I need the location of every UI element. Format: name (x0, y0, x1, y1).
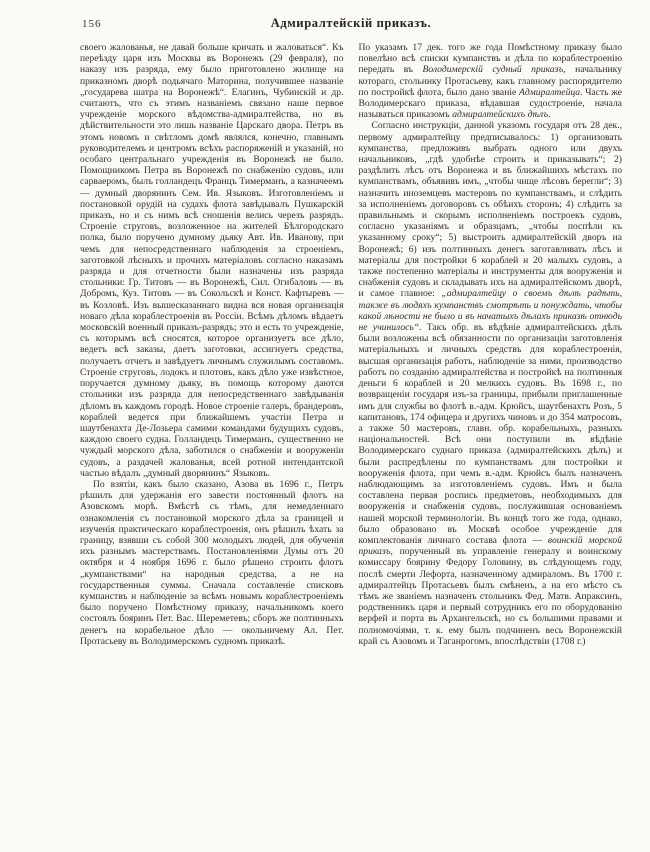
paragraph (359, 120, 623, 647)
left-column (80, 42, 344, 647)
text-segment: . Такъ обр. въ вѣдѣніе адмиралтейскихъ дѣлъ были возложены всѣ обязанности по организаціи заготовленія матеріальныхъ и личныхъ средствъ для кораблестроенія, высшая организація работъ, наблюденіе за ними, производство работъ по созданію адмиралтейства и постройкѣ на полтинныя деньги 6 кораблей и 20 мелкихъ судовъ. Въ 1698 г., по возвращеніи государя изъ-за границы, прибыли приглашенные имъ для службы во флотѣ в.-адм. Крюйсъ, шаутбенахтъ Розъ, 5 капитановъ, 174 офицера и другихъ чиновъ и до 354 матросовъ, а также 50 мастеровъ, главн. обр. корабельныхъ, разныхъ національностей. Всѣ они поступили въ вѣдѣніе Володимерскаго суднаго приказа (адмиралтейскихъ дѣлъ) и были распредѣлены по кумпанствамъ для постройки и вооруженія флота, при чемъ в.-адм. Крюйсъ былъ назначенъ наблюдающимъ за изготовленіемъ судовъ. Имъ и была составлена первая роспись предметовъ, необходимыхъ для вооруженія и снабженія судовъ, послужившая основаніемъ нашей морской терминологіи. Въ концѣ того же года, однако, было образовано въ Москвѣ особое учрежденіе для комплектованія личнаго состава флота — (358, 322, 622, 546)
text-segment: . (548, 109, 551, 121)
page-header (80, 16, 622, 34)
paragraph-continuation: своего жалованья, не давай больше кричать и жаловаться“. Къ переѣзду царя изъ Москвы въ Воронежъ (29 февраля), по наказу изъ разряда, ему было приготовлено жилище на приказномъ дворѣ подьячаго Маторина, получившее названіе „государева шатра на Воронежѣ“. Елагинъ, Чубинскій и др. считаютъ, что съ этимъ названіемъ связано наше первое учрежденіе морского вѣдомства-адмиралтейства, но въ дѣйствительности это лишь названіе Царскаго двора. Петръ въ этомъ новомъ и свѣтломъ домѣ являлся, конечно, главнымъ руководителемъ и центромъ всѣхъ распоряженій и указаній, но особаго центральнаго учрежденія въ Воронежѣ не было. Помощникомъ Петра въ Воронежѣ по снабженію судовъ, или сарваеромъ, былъ голландецъ Францъ Тимерманъ, а казначеемъ — думный дворянинъ Сем. Ив. Языковъ. Изготовленіемъ и постановкой орудій на судахъ флота завѣдывалъ Пушкарскій приказъ, но и съ нимъ всѣ сношенія велись черезъ разрядъ. Строеніе струговъ, возложенное на жителей Бѣлгородскаго полка, было поручено думному дьяку Авт. Ив. Иванову, при чемъ для непосредственнаго наблюденія за строеніемъ, заготовкой лѣсныхъ и прочихъ матеріаловъ согласно наказамъ разряда и для отчетности были назначены изъ разряда стольники: Гр. Титовъ — въ Воронежѣ, Сил. Огибаловъ — въ Добромъ, Куз. Титовъ — въ Сокольскѣ и Конст. Кафтыревъ — въ Козловѣ. Изъ вышесказаннаго видна вся новая организація новаго дѣла кораблестроенія въ Россіи. Всѣмъ дѣломъ вѣдаетъ московскій военный приказъ-разрядъ; это и есть то учрежденіе, съ которымъ всѣ сносятся, которое организуетъ все дѣло, ведетъ всѣ заказы, даетъ заготовки, ассигнуетъ средства, получаетъ отчетъ и завѣдуетъ личнымъ служилымъ составомъ. Строеніе струговъ, лодокъ и плотовъ, какъ дѣло уже извѣстное, поручается думному дьяку, въ помощь которому даются стольники изъ разряда для непосредственнаго завѣдыванія дѣломъ въ каждомъ городѣ. Новое строеніе галеръ, брандеровъ, кораблей ведется при ближайшемъ участіи Петра и шаутбенахта Де-Лозьера самими командами будущихъ судовъ, каждою своего судна. Голландецъ Тимерманъ, существенно не чуждый морского дѣла, заботился о снабженіи и вооруженіи судовъ, а раздачей жалованья, всей ротной интендантской частью вѣдалъ „думный дворянинъ“ Языковъ. (80, 42, 344, 479)
running-title: Адмиралтейскій приказъ. (270, 16, 432, 30)
text-segment-italic: Володимерскій судный приказъ (422, 64, 564, 76)
text-segment-italic: „адмиралтейцу о своемъ дѣлѣ радѣть, также въ людяхъ кумпанствъ смотрѣть и понуждать, чтобы какой лѣности не было и въ начатыхъ дѣлахъ приказѣ отнюдь не учинилось“ (358, 288, 622, 334)
text-segment: , порученный въ управленіе генералу и воинскому комиссару боярину Федору Головину, въ слѣдующемъ году, послѣ смерти Лефорта, назначенному адмираломъ. Въ 1700 г. адмиралтейцъ Протасьевъ былъ смѣненъ, а на его мѣсто съ тѣмъ же званіемъ назначенъ стольникъ Фед. Матв. Апраксинъ, родственникъ царя и первый сотрудникъ его по оборудованію верфей и порта въ Архангельскѣ, но съ большими правами и полномочіями, т. к. ему былъ подчиненъ весь Воронежскій край съ Азовомъ и Таганрогомъ, впослѣдствіи (1708 г.) (358, 546, 622, 647)
paragraph: По взятіи, какъ было сказано, Азова въ 1696 г., Петръ рѣшилъ для удержанія его завести постоянный флотъ на Азовскомъ морѣ. Вмѣстѣ съ тѣмъ, для немедленнаго ознакомленія съ постановкой морского дѣла за границей и изученія практическаго кораблестроенія, онъ рѣшилъ ѣхать за границу, взявши съ собой 300 молодыхъ людей, для обученія ихъ разнымъ мастерствамъ. Постановленіями Думы отъ 20 октября и 4 ноября 1696 г. было рѣшено строить флотъ „кумпанствами“ на народныя средства, а не на государственныя суммы. Сначала составленіе списковъ кумпанствъ и наблюденіе за всѣмъ новымъ кораблестроеніемъ было поручено Помѣстному приказу, начальникомъ коего состоялъ бояринъ Пет. Вас. Шереметевъ; сборъ же полтинныхъ денегъ на корабельное дѣло — окольничему Ал. Пет. Протасьеву въ Володимерскомъ судномъ приказѣ. (80, 478, 344, 647)
text-columns (80, 42, 622, 647)
text-segment-italic: адмиралтейскихъ дѣлъ (452, 109, 549, 121)
text-segment: . Часть же Володимерскаго приказа, вѣдавшая судостроеніе, начала называться приказомъ (358, 86, 622, 121)
text-segment-italic: Адмиралтейца (518, 86, 581, 98)
page-number: 156 (82, 18, 102, 30)
text-segment: , начальнику котораго, стольнику Протасьеву, какъ главному распорядителю по постройкѣ флота, было дано званіе (358, 64, 622, 98)
text-segment: По указамъ 17 дек. того же года Помѣстному приказу было повелѣно всѣ списки кумпанствъ и дѣла по кораблестроенію передать въ (358, 42, 622, 76)
text-segment-italic: воинскій морской приказъ (358, 534, 623, 558)
text-segment: Согласно инструкціи, данной указомъ государя отъ 28 дек., первому адмиралтейцу предписывалось: 1) организовать кумпанства, предложивъ выбрать одного или двухъ начальниковъ, „гдѣ удобнѣе строить и приказывать“; 2) раздѣлить лѣсъ отъ Воронежа и въ ближайшихъ мѣстахъ по кумпанствамъ, объявивъ имъ, „чтобы чище лѣсовъ берегли“; 3) назначить иноземцевъ мастеровъ по кумпанствамъ, и слѣдить за исполненіемъ договоровъ съ обѣихъ сторонъ; 4) слѣдить за правильнымъ и скорымъ исполненіемъ построекъ судовъ, согласно указаніямъ и образцамъ, „чтобы поспѣли къ указанному сроку“; 5) выстроить адмиралтейскій дворъ на Воронежѣ; 6) изъ полтинныхъ денегъ заготавливать лѣсъ и матеріалы для постройки 6 кораблей и 20 малыхъ судовъ, а также постепенно матеріалы и инструменты для вооруженія и снабженія судовъ и складывать ихъ на адмиралтейскомъ дворѣ, и самое главное: (358, 120, 622, 300)
right-column (359, 42, 623, 647)
paragraph-continuation (359, 42, 623, 120)
